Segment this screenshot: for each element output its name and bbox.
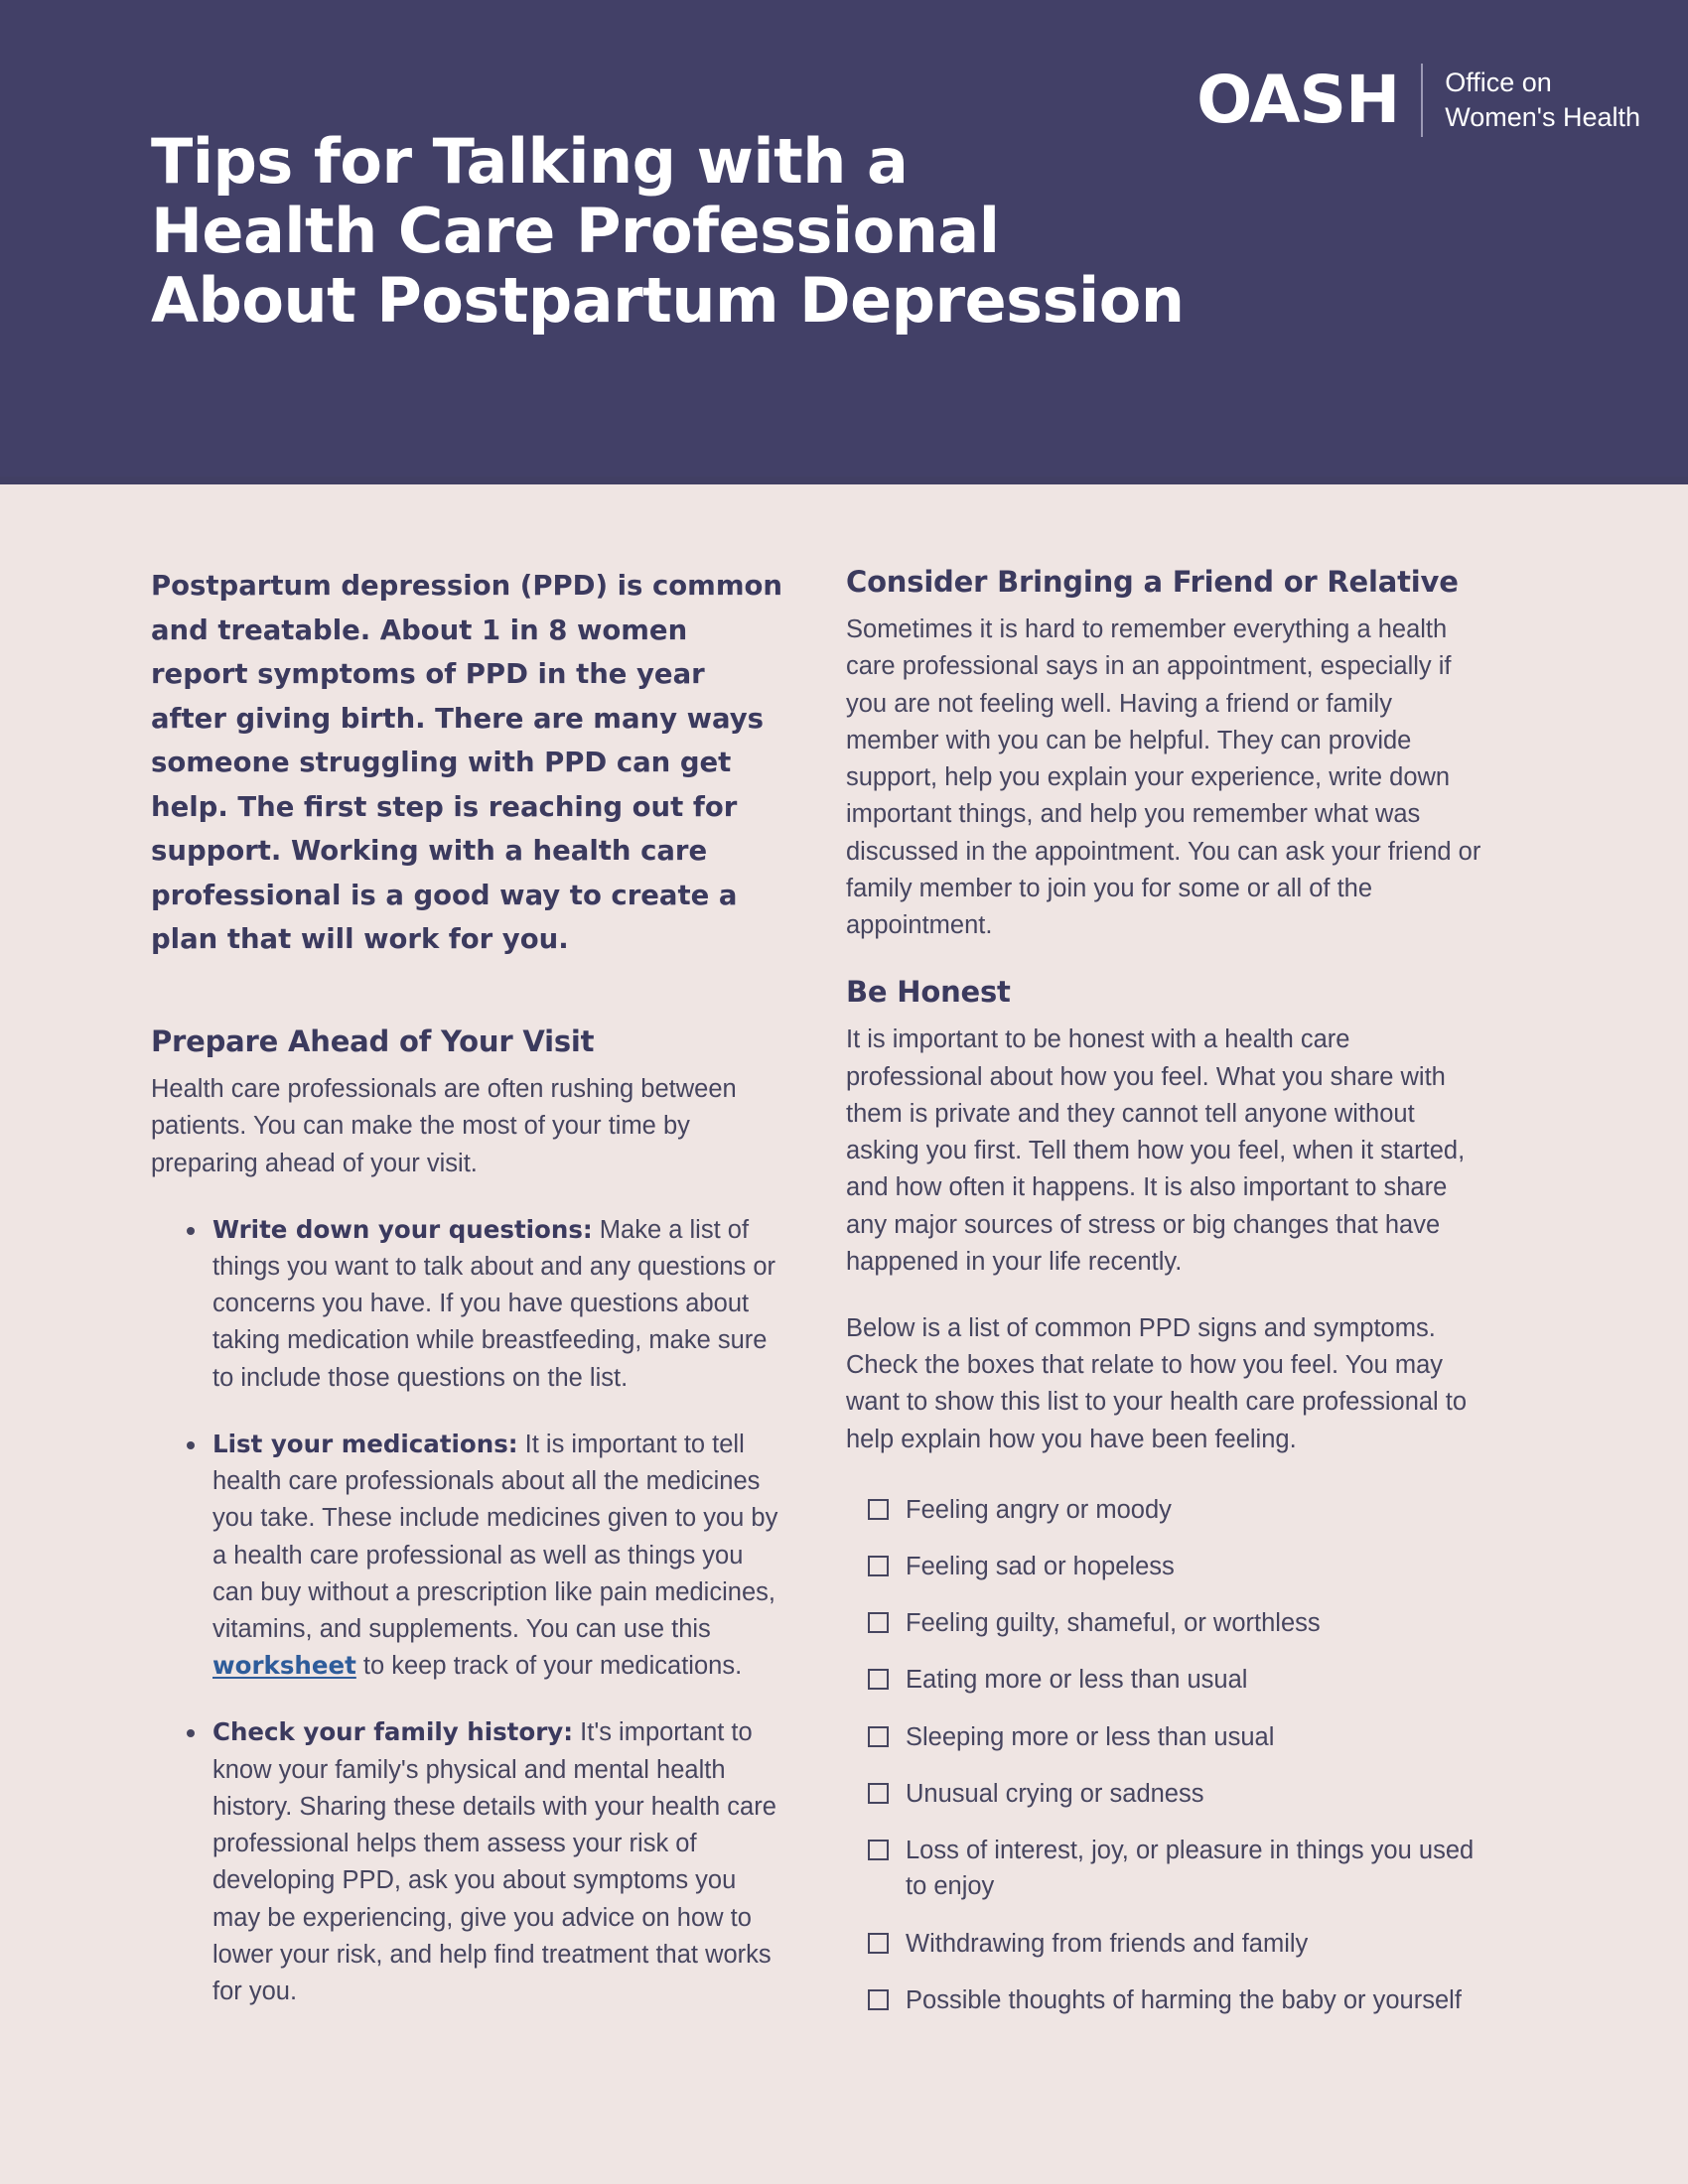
checklist-label: Possible thoughts of harming the baby or yourself [906, 1985, 1462, 2014]
intro-paragraph [151, 564, 788, 962]
prepare-ahead-bullet-list [151, 1212, 788, 2010]
list-item [185, 1212, 788, 1397]
checklist-label: Feeling angry or moody [906, 1495, 1172, 1524]
bullet-lead-family-history: Check your family history: [212, 1717, 574, 1747]
logo-subtitle-line-2: Women's Health [1445, 102, 1640, 132]
be-honest-paragraph-2: Below is a list of common PPD signs and symptoms. Check the boxes that relate to how you feel. You may want to show this list to your health care professional to help explain how you have been feeling. [846, 1314, 1468, 1453]
friend-section-paragraph: Sometimes it is hard to remember everything a health care professional says in an appointment, especially if you are not feeling well. Having a friend or family member with you can be helpful. They can provide support, help you explain your experience, write down important things, and help you remember what was discussed in the appointment. You can ask your friend or family member to join you for some or all of the appointment. [846, 615, 1481, 939]
checkbox-icon[interactable] [868, 1989, 889, 2010]
page-title-line-3: About Postpartum Depression [151, 264, 1185, 338]
checklist-label: Unusual crying or sadness [906, 1779, 1204, 1808]
heading-prepare-ahead: Prepare Ahead of Your Visit [151, 1024, 595, 1058]
ppd-symptom-checklist [846, 1492, 1483, 2018]
page-header [0, 0, 1688, 477]
bullet-text-write-questions: Make a list of things you want to talk about and any questions or concerns you have. If you have questions about taking medication while breastfeeding, make sure to include those questions on the list. [212, 1215, 776, 1392]
logo-subtitle [1423, 62, 1640, 139]
checklist-label: Withdrawing from friends and family [906, 1929, 1309, 1958]
heading-consider-bringing-friend: Consider Bringing a Friend or Relative [846, 565, 1459, 599]
list-item[interactable] [868, 1776, 1483, 1812]
worksheet-link[interactable]: worksheet [212, 1651, 356, 1681]
checkbox-icon[interactable] [868, 1840, 889, 1860]
list-item[interactable] [868, 1662, 1483, 1698]
oash-wordmark: OASH [1196, 62, 1400, 138]
be-honest-paragraph-1: It is important to be honest with a health care professional about how you feel. What you share with them is private and they cannot tell anyone without asking you first. Tell them how you feel, when it started, and how often it happens. It is also important to share any major sources of stress or big changes that have happened in your life recently. [846, 1025, 1466, 1276]
bullet-lead-write-questions: Write down your questions: [212, 1214, 593, 1244]
list-item[interactable] [868, 1982, 1483, 2018]
intro-part-2: report symptoms of PPD in the year after giving birth. There are many ways someone struggling with PPD can get help. The first step is reaching out for support. Working with a health care professional is a good way to create a plan that will work for you. [151, 658, 764, 956]
checklist-label: Sleeping more or less than usual [906, 1722, 1275, 1751]
logo-subtitle-line-1: Office on [1445, 67, 1552, 97]
checkbox-icon[interactable] [868, 1669, 889, 1690]
checklist-label: Loss of interest, joy, or pleasure in things you used to enjoy [906, 1837, 1475, 1901]
left-column [151, 564, 788, 2018]
checkbox-icon[interactable] [868, 1783, 889, 1804]
checklist-label: Feeling guilty, shameful, or worthless [906, 1609, 1321, 1638]
list-item[interactable] [868, 1605, 1483, 1641]
page-title [151, 127, 1442, 336]
bullet-text-medications-before-link: It is important to tell health care professionals about all the medicines you take. These include medicines given to you by a health care professional as well as things you can buy without a prescription like pain medicines, vitamins, and supplements. You can use this [212, 1430, 778, 1644]
list-item[interactable] [868, 1719, 1483, 1755]
list-item[interactable] [868, 1549, 1483, 1584]
two-column-layout [0, 484, 1688, 2018]
list-item [185, 1714, 788, 2010]
header-accent-rule [0, 477, 1688, 484]
right-column [846, 564, 1483, 2018]
checklist-label: Feeling sad or hopeless [906, 1553, 1175, 1581]
heading-be-honest: Be Honest [846, 975, 1011, 1010]
list-item[interactable] [868, 1926, 1483, 1962]
list-item[interactable] [868, 1833, 1483, 1904]
intro-part-1: Postpartum depression (PPD) is common and treatable. About [151, 570, 782, 646]
intro-emphasis: 1 in 8 women [481, 614, 688, 646]
page-title-line-1: Tips for Talking with a [151, 125, 909, 198]
bullet-text-medications-after-link: to keep track of your medications. [355, 1652, 743, 1681]
bullet-lead-list-medications: List your medications: [212, 1429, 518, 1458]
checkbox-icon[interactable] [868, 1933, 889, 1954]
page-title-line-2: Health Care Professional [151, 195, 1000, 268]
checklist-label: Eating more or less than usual [906, 1666, 1248, 1695]
bullet-text-family-history: It's important to know your family's physical and mental health history. Sharing these details with your health care professional helps them assess your risk of developing PPD, ask you about symptoms you may be experiencing, give you advice on how to lower your risk, and help find treatment that works for you. [212, 1718, 776, 2005]
checkbox-icon[interactable] [868, 1556, 889, 1576]
checkbox-icon[interactable] [868, 1499, 889, 1520]
prepare-ahead-paragraph: Health care professionals are often rushing between patients. You can make the most of your time by preparing ahead of your visit. [151, 1075, 737, 1177]
checkbox-icon[interactable] [868, 1612, 889, 1633]
checkbox-icon[interactable] [868, 1726, 889, 1747]
list-item [185, 1427, 788, 1686]
list-item[interactable] [868, 1492, 1483, 1528]
